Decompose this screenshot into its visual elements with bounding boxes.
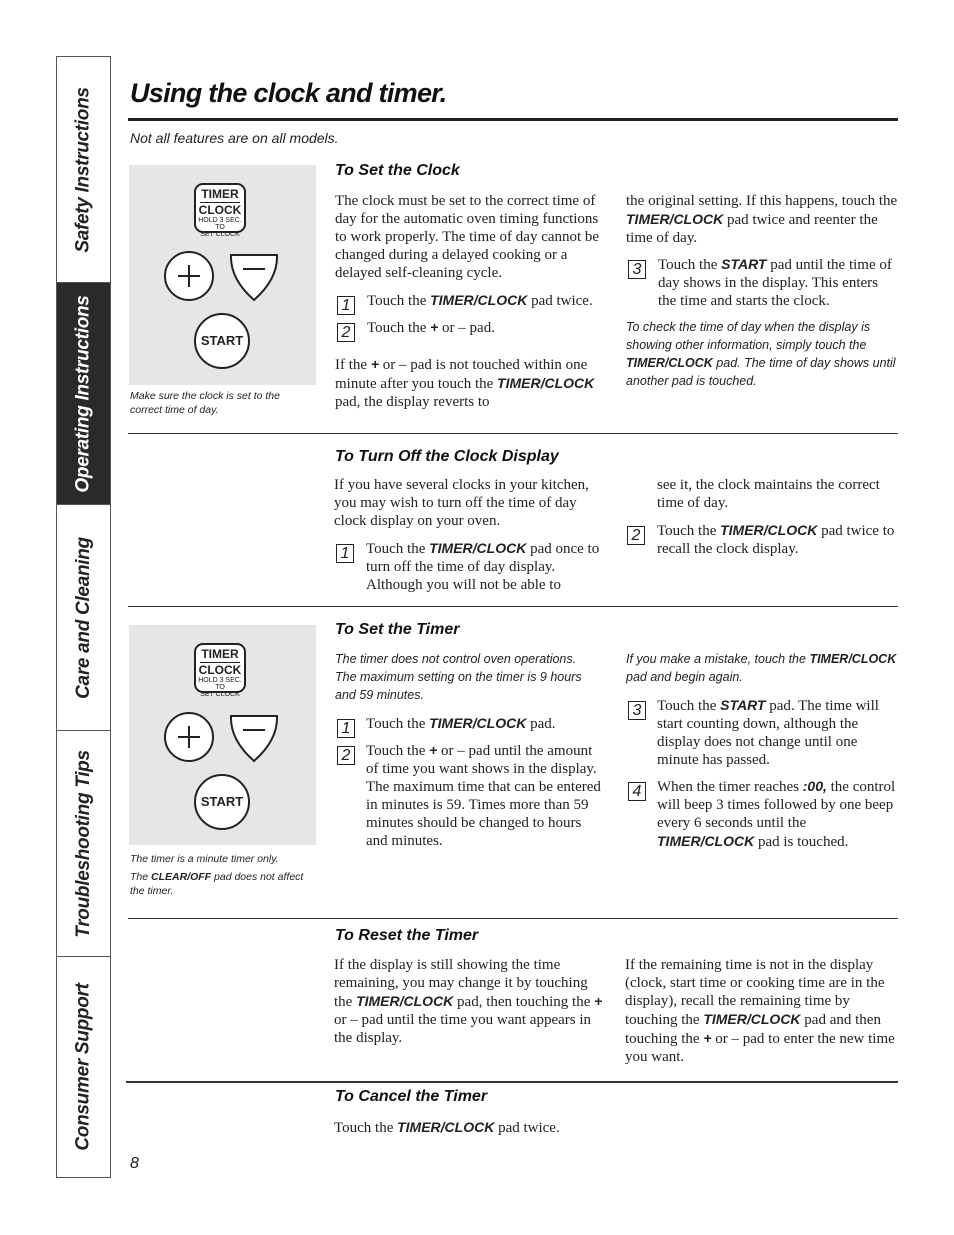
keypad-illustration-timer	[129, 625, 316, 845]
set-clock-intro: The clock must be set to the correct time of day for the automatic oven timing functions to work properly. The time of day cannot be changed during a delayed cooking or a delayed self-cleaning cycle.	[335, 193, 600, 281]
timer-caption-clear-off: The CLEAR/OFF pad does not affect the timer.	[130, 871, 304, 897]
tab-safety-instructions[interactable]: Safety Instructions	[57, 57, 110, 283]
timer-caption-minute: The timer is a minute timer only.	[130, 853, 279, 865]
section-tabs	[56, 56, 111, 1178]
set-clock-check-note: To check the time of day when the display is showing other information, simply touch the TIMER/CLOCK pad. The time of day shows until another pad is touched.	[626, 320, 896, 388]
set-clock-revert-note: If the + or – pad is not touched within one minute after you touch the TIMER/CLOCK pad, the display reverts to	[335, 356, 595, 410]
timer-clock-pad-icon: TIMER CLOCK HOLD 3 SEC. TO SET CLOCK	[194, 183, 246, 233]
step-number-1: 1	[337, 296, 355, 315]
set-timer-note: The timer does not control oven operations. The maximum setting on the timer is 9 hours and 59 minutes.	[335, 652, 582, 702]
reset-timer-left: If the display is still showing the time remaining, you may change it by touching the TIMER/CLOCK pad, then touching the + or – pad until the time you want appears in the display.	[334, 957, 603, 1046]
timer-clock-pad-icon: TIMER CLOCK HOLD 3 SEC. TO SET CLOCK	[194, 643, 246, 693]
tab-troubleshooting-tips[interactable]: Troubleshooting Tips	[57, 731, 110, 957]
heading-reset-timer: To Reset the Timer	[335, 927, 479, 944]
minus-pad-icon	[227, 712, 281, 764]
set-timer-mistake-note: If you make a mistake, touch the TIMER/CLOCK pad and begin again.	[626, 652, 897, 684]
set-timer-step1: Touch the TIMER/CLOCK pad.	[366, 715, 556, 732]
section-divider	[128, 918, 898, 919]
cancel-timer-text: Touch the TIMER/CLOCK pad twice.	[334, 1119, 560, 1136]
step-number-3: 3	[628, 260, 646, 279]
start-pad-icon: START	[194, 774, 250, 830]
keypad-illustration-clock	[129, 165, 316, 385]
step-number-1: 1	[336, 544, 354, 563]
section-divider	[126, 1081, 898, 1083]
set-clock-step1: Touch the TIMER/CLOCK pad twice.	[367, 292, 593, 309]
set-clock-step2: Touch the + or – pad.	[367, 319, 495, 336]
turn-off-step2: Touch the TIMER/CLOCK pad twice to recall the clock display.	[657, 522, 895, 557]
plus-pad-icon	[164, 712, 214, 762]
heading-set-clock: To Set the Clock	[335, 162, 460, 179]
tab-consumer-support[interactable]: Consumer Support	[72, 983, 94, 1151]
minus-pad-icon	[227, 251, 281, 303]
turn-off-continued: see it, the clock maintains the correct time of day.	[657, 477, 880, 511]
step-number-4: 4	[628, 782, 646, 801]
set-clock-reenter: the original setting. If this happens, touch the TIMER/CLOCK pad twice and reenter the time of day.	[626, 193, 898, 246]
page-number: 8	[130, 1155, 139, 1172]
reset-timer-right: If the remaining time is not in the display (clock, start time or cooking time are in the display), recall the remaining time by touching the TIMER/CLOCK pad and then touching the + or – pad to enter the new time you want.	[625, 957, 895, 1065]
turn-off-intro: If you have several clocks in your kitchen, you may wish to turn off the time of day clock display on your oven.	[334, 477, 589, 529]
step-number-2: 2	[627, 526, 645, 545]
heading-set-timer: To Set the Timer	[335, 621, 460, 638]
set-timer-step4: When the timer reaches :00, the control will beep 3 times followed by one beep every 6 seconds until the TIMER/CLOCK pad is touched.	[657, 778, 896, 850]
section-divider	[128, 606, 898, 607]
heading-turn-off-clock: To Turn Off the Clock Display	[335, 448, 559, 465]
page-subtitle: Not all features are on all models.	[130, 130, 339, 146]
tab-operating-instructions[interactable]: Operating Instructions	[57, 283, 110, 505]
page-title: Using the clock and timer.	[130, 78, 447, 108]
set-timer-step3: Touch the START pad. The time will start counting down, although the display does not change until one minute has passed.	[657, 697, 879, 768]
start-pad-icon: START	[194, 313, 250, 369]
step-number-3: 3	[628, 701, 646, 720]
plus-pad-icon	[164, 251, 214, 301]
section-divider	[128, 433, 898, 434]
turn-off-step1: Touch the TIMER/CLOCK pad once to turn off the time of day display. Although you will not be able to	[366, 540, 600, 593]
clock-caption: Make sure the clock is set to the correct time of day.	[130, 390, 280, 416]
step-number-2: 2	[337, 323, 355, 342]
heading-cancel-timer: To Cancel the Timer	[335, 1088, 488, 1105]
title-rule	[128, 118, 898, 121]
step-number-2: 2	[337, 746, 355, 765]
step-number-1: 1	[337, 719, 355, 738]
set-timer-step2: Touch the + or – pad until the amount of time you want shows in the display. The maximum time that can be entered in minutes is 59. Times more than 59 minutes should be changed to hours and minutes.	[366, 742, 601, 849]
set-clock-step3: Touch the START pad until the time of day shows in the display. This enters the time and starts the clock.	[658, 256, 892, 309]
tab-care-and-cleaning[interactable]: Care and Cleaning	[57, 505, 110, 731]
